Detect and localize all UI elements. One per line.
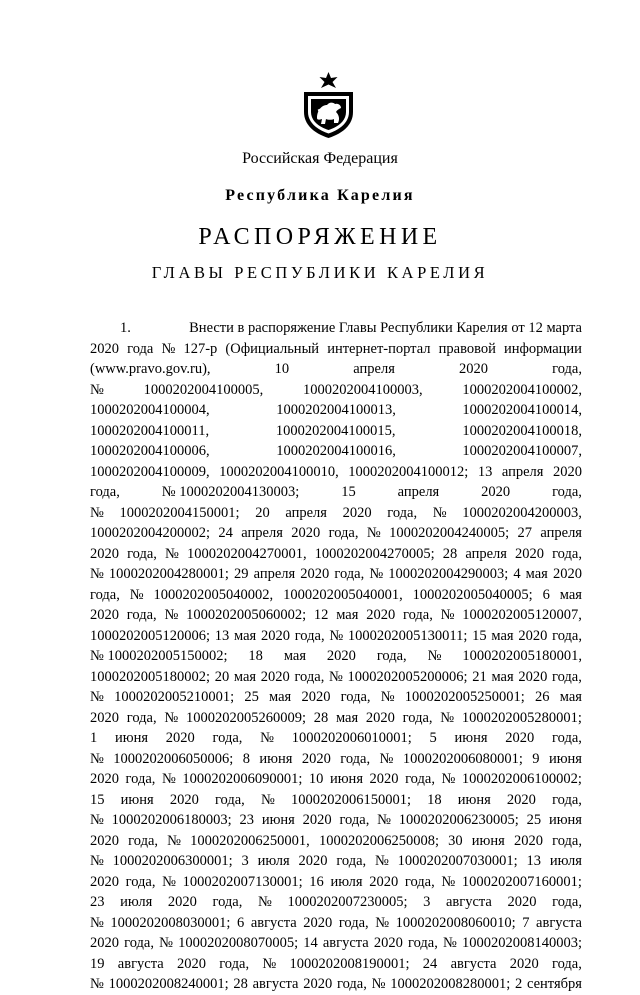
karelia-coat-of-arms-emblem bbox=[297, 72, 360, 138]
body-line: 2020 года, № 1000202007130001; 16 июля 2020 года, № 1000202007160001; bbox=[90, 873, 582, 890]
body-line: 1000202004100009, 1000202004100010, 1000202004100012; 13 апреля 2020 bbox=[90, 463, 582, 480]
body-line: 2020 года, № 1000202005060002; 12 мая 2020 года, № 1000202005120007, bbox=[90, 607, 582, 623]
body-line: 1000202005120006; 13 мая 2020 года, № 1000202005130011; 15 мая 2020 года, bbox=[90, 627, 582, 644]
document-type-title: РАСПОРЯЖЕНИЕ bbox=[198, 224, 442, 250]
body-line: 2020 года № 127-р (Официальный интернет-портал правовой информации bbox=[90, 340, 582, 357]
body-line: № 1000202008240001; 28 августа 2020 года, № 1000202008280001; 2 сентября bbox=[90, 976, 582, 992]
body-line: 1000202004100004, 1000202004100013, 1000202004100014, bbox=[90, 402, 582, 418]
body-line: 15 июня 2020 года, № 1000202006150001; 18 июня 2020 года, bbox=[90, 791, 582, 808]
body-line: года, № 1000202004130003; 15 апреля 2020 года, bbox=[90, 484, 582, 500]
body-line: № 1000202008030001; 6 августа 2020 года, № 1000202008060010; 7 августа bbox=[90, 914, 582, 931]
republic-name: Республика Карелия bbox=[225, 187, 415, 204]
body-line: (www.pravo.gov.ru), 10 апреля 2020 года, bbox=[90, 361, 582, 377]
body-line: № 1000202004280001; 29 апреля 2020 года, № 1000202004290003; 4 мая 2020 bbox=[90, 566, 582, 582]
body-line: 1 июня 2020 года, № 1000202006010001; 5 июня 2020 года, bbox=[90, 730, 582, 746]
body-line: № 1000202004150001; 20 апреля 2020 года, № 1000202004200003, bbox=[90, 504, 582, 521]
body-line: № 1000202006180003; 23 июня 2020 года, № 1000202006230005; 25 июня bbox=[90, 812, 582, 828]
body-line: 23 июля 2020 года, № 1000202007230005; 3 августа 2020 года, bbox=[90, 894, 582, 910]
body-line: 19 августа 2020 года, № 1000202008190001; 24 августа 2020 года, bbox=[90, 955, 582, 972]
body-line: 1. Внести в распоряжение Главы Республики Карелия от 12 марта bbox=[120, 320, 582, 336]
body-line: 2020 года, № 1000202004270001, 1000202004270005; 28 апреля 2020 года, bbox=[90, 545, 582, 562]
body-line: 1000202004100011, 1000202004100015, 1000202004100018, bbox=[90, 422, 582, 439]
body-line: 2020 года, № 1000202005260009; 28 мая 2020 года, № 1000202005280001; bbox=[90, 709, 582, 726]
body-line: 1000202005180002; 20 мая 2020 года, № 1000202005200006; 21 мая 2020 года, bbox=[90, 668, 582, 685]
body-line: № 1000202006050006; 8 июня 2020 года, № 1000202006080001; 9 июня bbox=[90, 750, 582, 767]
body-line: № 1000202005150002; 18 мая 2020 года, № 1000202005180001, bbox=[90, 648, 582, 664]
body-line: 1000202004200002; 24 апреля 2020 года, № 1000202004240005; 27 апреля bbox=[90, 525, 582, 541]
body-line: № 1000202004100005, 1000202004100003, 1000202004100002, bbox=[90, 381, 582, 398]
body-line: № 1000202005210001; 25 мая 2020 года, № 1000202005250001; 26 мая bbox=[90, 689, 582, 705]
body-line: № 1000202006300001; 3 июля 2020 года, № 1000202007030001; 13 июля bbox=[90, 853, 582, 869]
body-line: 2020 года, № 1000202008070005; 14 августа 2020 года, № 1000202008140003; bbox=[90, 935, 582, 951]
issuer-title: ГЛАВЫ РЕСПУБЛИКИ КАРЕЛИЯ bbox=[151, 263, 489, 282]
country-name: Российская Федерация bbox=[242, 150, 398, 167]
body-line: 2020 года, № 1000202006090001; 10 июня 2020 года, № 1000202006100002; bbox=[90, 771, 582, 787]
document-body bbox=[90, 318, 582, 995]
body-line: года, № 1000202005040002, 1000202005040001, 1000202005040005; 6 мая bbox=[90, 586, 582, 603]
body-line: 2020 года, № 1000202006250001, 1000202006250008; 30 июня 2020 года, bbox=[90, 832, 582, 849]
body-line: 1000202004100006, 1000202004100016, 1000202004100007, bbox=[90, 443, 582, 459]
